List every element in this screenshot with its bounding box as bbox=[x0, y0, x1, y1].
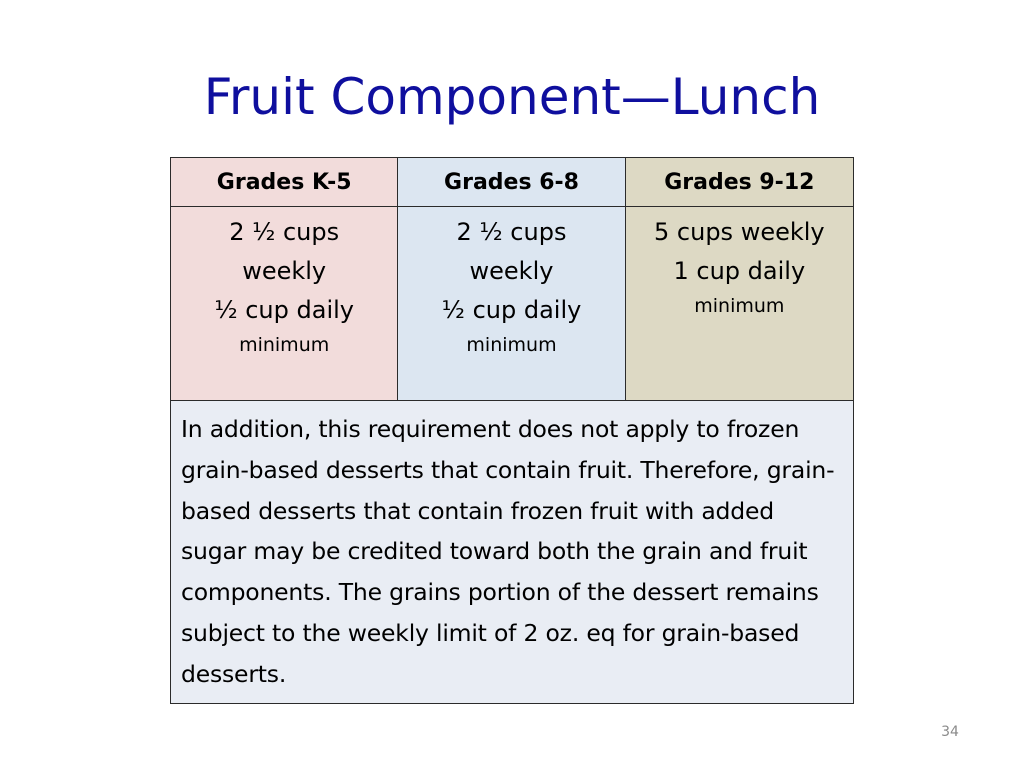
table-amounts-row bbox=[171, 207, 854, 401]
slide-title: Fruit Component—Lunch bbox=[203, 68, 821, 126]
amount-cell-k5 bbox=[171, 207, 398, 401]
amount-6-8-line3: ½ cup daily bbox=[441, 296, 582, 324]
amount-k5-line3: ½ cup daily bbox=[214, 296, 354, 324]
amount-6-8-note: minimum bbox=[466, 334, 557, 356]
note-text: In addition, this requirement does not apply to frozen grain-based desserts that contain fruit. Therefore, grain-based desserts that contain frozen fruit with added sugar may be credited toward both the grain and fruit components. The grains portion of the dessert remains subject to the weekly limit of 2 oz. eq for grain-based desserts. bbox=[181, 415, 835, 688]
header-grades-6-8: Grades 6-8 bbox=[398, 158, 625, 207]
note-cell bbox=[171, 401, 854, 704]
slide-number: 34 bbox=[941, 724, 959, 740]
amount-6-8-line2: weekly bbox=[469, 257, 554, 285]
amount-k5-line2: weekly bbox=[242, 257, 327, 285]
amount-6-8-line1: 2 ½ cups bbox=[456, 218, 567, 246]
fruit-requirements-table bbox=[170, 157, 854, 704]
amount-cell-9-12 bbox=[625, 207, 853, 401]
header-grades-k5: Grades K-5 bbox=[171, 158, 398, 207]
amount-cell-6-8 bbox=[398, 207, 625, 401]
amount-9-12-note: minimum bbox=[694, 295, 785, 317]
amount-9-12-line2: 1 cup daily bbox=[673, 257, 806, 285]
table-header-row bbox=[171, 158, 854, 207]
amount-k5-line1: 2 ½ cups bbox=[229, 218, 340, 246]
table-note-row bbox=[171, 401, 854, 704]
amount-9-12-line1: 5 cups weekly bbox=[654, 218, 825, 246]
header-grades-9-12: Grades 9-12 bbox=[625, 158, 853, 207]
amount-k5-note: minimum bbox=[239, 334, 330, 356]
